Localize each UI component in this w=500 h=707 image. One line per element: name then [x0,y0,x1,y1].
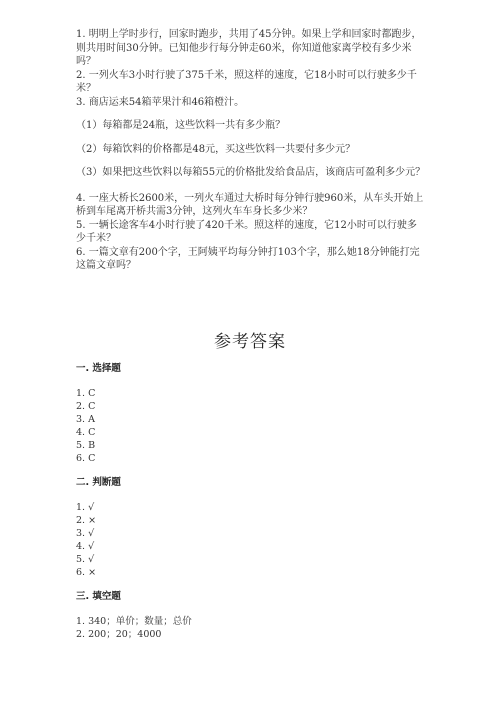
answer-item: 5. B [76,440,96,451]
problem-2: 2. 一列火车3小时行驶了375千米，照这样的速度，它18小时可以行驶多少千米？ [76,69,417,94]
answer-item: 3. √ [76,528,95,539]
problem-1: 1. 明明上学时步行，回家时跑步，共用了45分钟。如果上学和回家时都跑步，则共用时间30分钟。已知他步行每分钟走60米，你知道他家离学校有多少米吗？ [76,29,422,67]
answer-item: 1. C [76,388,96,399]
answer-item: 3. A [76,414,95,425]
answer-item: 1. √ [76,502,95,513]
section-heading: 二. 判断题 [76,477,121,488]
problem-3-part-1: （1）每箱都是24瓶，这些饮料一共有多少瓶？ [76,120,286,131]
answer-item: 1. 340；单价；数量；总价 [76,616,192,627]
problem-4: 4. 一座大桥长2600米，一列火车通过大桥时每分钟行驶960米，从车头开始上桥到车尾离开桥共需3分钟，这列火车车身长多少米？ [76,192,424,217]
section-fill-in [76,590,192,641]
section-multiple-choice [76,362,121,465]
answer-item: 2. × [76,515,97,526]
problem-3: 3. 商店运来54箱苹果汁和46箱橙汁。 [76,96,245,108]
problem-3-part-3: （3）如果把这些饮料以每箱55元的价格批发给食品店，该商店可盈利多少元？ [76,167,426,178]
answer-item: 2. 200；20；4000 [76,629,162,640]
problem-3-part-2: （2）每箱饮料的价格都是48元，买这些饮料一共要付多少元？ [76,143,356,155]
answer-item: 4. C [76,427,96,438]
section-heading: 三. 填空题 [76,591,121,602]
problem-5: 5. 一辆长途客车4小时行驶了420千米。照这样的速度，它12小时可以行驶多少千米？ [76,219,417,244]
section-true-false [76,476,121,579]
answer-item: 4. √ [76,541,95,552]
answer-item: 5. √ [76,554,95,565]
problem-6: 6. 一篇文章有200个字，王阿姨平均每分钟打103个字，那么她18分钟能打完这篇文章吗？ [76,246,420,271]
problem-list [76,28,426,273]
answer-item: 6. × [76,567,97,578]
section-heading: 一. 选择题 [76,363,121,374]
answer-item: 6. C [76,453,96,464]
answer-title: 参考答案 [214,332,286,352]
answer-item: 2. C [76,401,96,412]
